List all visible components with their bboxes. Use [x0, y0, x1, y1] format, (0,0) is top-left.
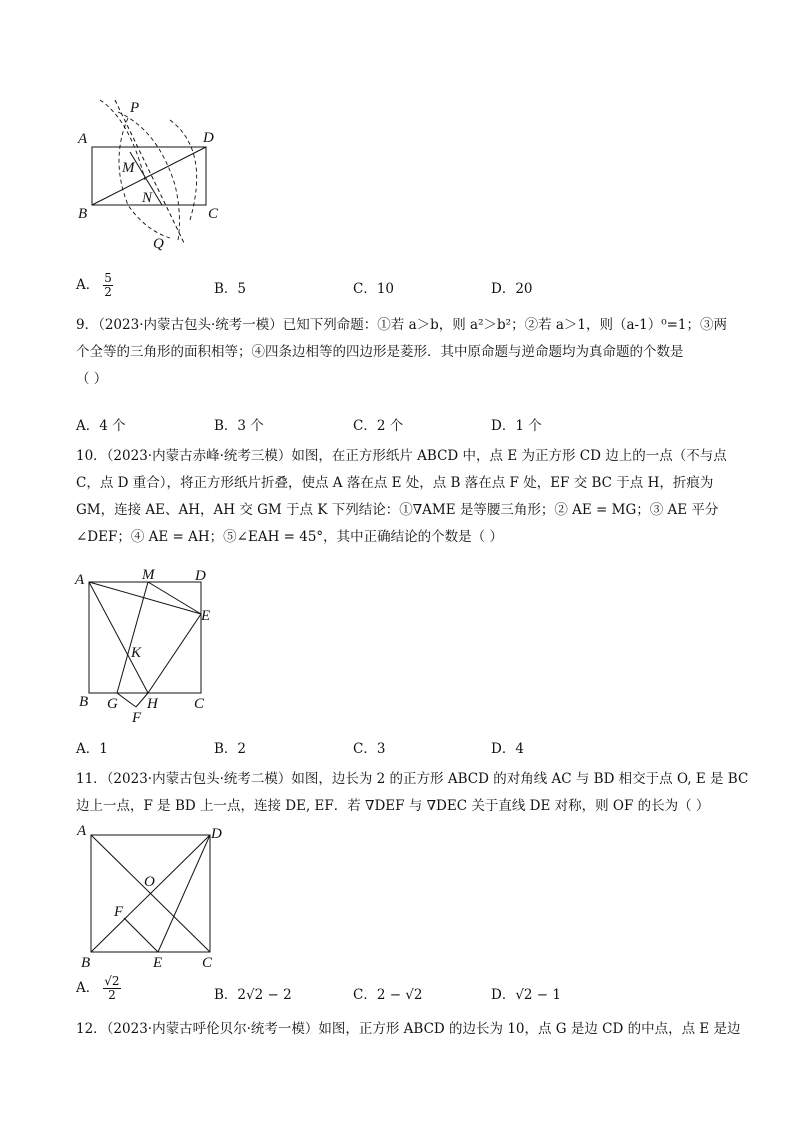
q11-option-a-label: A．	[76, 980, 100, 996]
q11-label-a: A	[77, 823, 87, 839]
q11-line-1: 11．（2023·内蒙古包头·统考二模）如图，边长为 2 的正方形 ABCD 的对角线 AC 与 BD 相交于点 O, E 是 BC	[76, 771, 749, 787]
q8-label-b: B	[78, 206, 88, 222]
q10-label-h: H	[147, 696, 158, 712]
q10-option-b: B．2	[214, 741, 247, 757]
q10-figure	[70, 562, 230, 732]
q9-option-b: B．3 个	[214, 418, 264, 434]
q8-label-q: Q	[153, 236, 164, 252]
q11-label-e: E	[153, 955, 163, 971]
q9-stem	[76, 312, 726, 393]
q8-option-a-num: 5	[104, 271, 112, 285]
q8-label-a: A	[78, 131, 88, 147]
q9-line-2: 个全等的三角形的面积相等；④四条边相等的四边形是菱形．其中原命题与逆命题均为真命题的个数是	[76, 344, 684, 360]
q10-label-a: A	[75, 572, 85, 588]
q10-segment-ah	[89, 582, 148, 693]
q11-option-c: C．2 − √2	[353, 987, 423, 1003]
q10-segment-mg	[117, 582, 148, 693]
q10-stem	[76, 443, 726, 551]
q9-option-a: A．4 个	[76, 418, 126, 434]
q10-line-2: C，点 D 重合），将正方形纸片折叠，使点 A 落在点 E 处，点 B 落在点 F 处，EF 交 BC 于点 H，折痕为	[76, 475, 714, 491]
q11-label-d: D	[211, 826, 222, 842]
q8-label-p: P	[130, 100, 140, 116]
q10-label-m: M	[142, 567, 155, 583]
q10-label-b: B	[79, 694, 89, 710]
q11-option-a	[76, 975, 121, 1002]
q8-option-c: C．10	[353, 281, 395, 297]
q9-line-1: 9．（2023·内蒙古包头·统考一模）已知下列命题：①若 a＞b，则 a²＞b²；②若 a＞1，则（a-1）⁰=1；③两	[76, 317, 728, 333]
q8-option-a-den: 2	[104, 285, 112, 299]
q11-option-a-den: 2	[108, 988, 116, 1002]
q11-option-a-fraction	[103, 975, 120, 1002]
q12-stem	[76, 1016, 741, 1043]
q8-option-a-label: A．	[76, 277, 100, 293]
q8-figure	[70, 90, 240, 260]
q8-option-a	[76, 272, 113, 299]
q10-segment-me	[148, 582, 201, 614]
q10-option-d: D．4	[491, 741, 524, 757]
q11-label-c: C	[202, 955, 213, 971]
q11-segment-de	[158, 835, 210, 952]
q10-segment-ef	[148, 614, 201, 693]
q10-segment-ae	[89, 582, 201, 614]
q11-segment-ef	[124, 918, 158, 952]
q8-option-d: D．20	[491, 281, 533, 297]
q12-line-1: 12．（2023·内蒙古呼伦贝尔·统考一模）如图，正方形 ABCD 的边长为 10，点 G 是边 CD 的中点，点 E 是边	[76, 1021, 741, 1037]
q9-option-c: C．2 个	[353, 418, 404, 434]
q10-option-c: C．3	[353, 741, 386, 757]
q9-line-3: （ ）	[76, 371, 108, 387]
q9-option-d: D．1 个	[491, 418, 542, 434]
q8-option-a-fraction	[103, 272, 113, 299]
q11-figure	[70, 820, 240, 975]
q8-option-b: B．5	[214, 281, 247, 297]
q10-line-1: 10．（2023·内蒙古赤峰·统考三模）如图，在正方形纸片 ABCD 中，点 E 为正方形 CD 边上的一点（不与点	[76, 448, 727, 464]
q11-label-f: F	[114, 904, 124, 920]
q8-label-c: C	[208, 206, 219, 222]
q8-label-n: N	[142, 190, 153, 206]
q10-label-e: E	[201, 608, 211, 624]
q10-line-4: ∠DEF；④ AE = AH；⑤∠EAH = 45°，其中正确结论的个数是（ ）	[76, 529, 503, 545]
q10-line-3: GM，连接 AE、AH，AH 交 GM 于点 K 下列结论：①∇AME 是等腰三角形；② AE = MG；③ AE 平分	[76, 502, 719, 518]
q11-line-2: 边上一点，F 是 BD 上一点，连接 DE, EF．若 ∇DEF 与 ∇DEC 关于直线 DE 对称，则 OF 的长为（ ）	[76, 798, 710, 814]
q8-label-d: D	[203, 130, 214, 146]
q8-label-m: M	[122, 160, 135, 176]
q10-label-f: F	[132, 710, 142, 726]
q11-stem	[76, 766, 749, 820]
q11-option-d: D．√2 − 1	[491, 987, 561, 1003]
q11-option-a-num: √2	[104, 974, 120, 988]
q11-label-b: B	[81, 955, 91, 971]
q10-label-c: C	[194, 696, 205, 712]
q10-option-a: A．1	[76, 741, 108, 757]
q10-square	[89, 582, 201, 693]
q10-label-g: G	[107, 696, 118, 712]
q10-label-k: K	[131, 645, 142, 661]
q10-label-d: D	[195, 568, 206, 584]
q11-label-o: O	[144, 874, 155, 890]
q10-segment-gf	[117, 693, 136, 707]
q11-option-b: B．2√2 − 2	[214, 987, 292, 1003]
